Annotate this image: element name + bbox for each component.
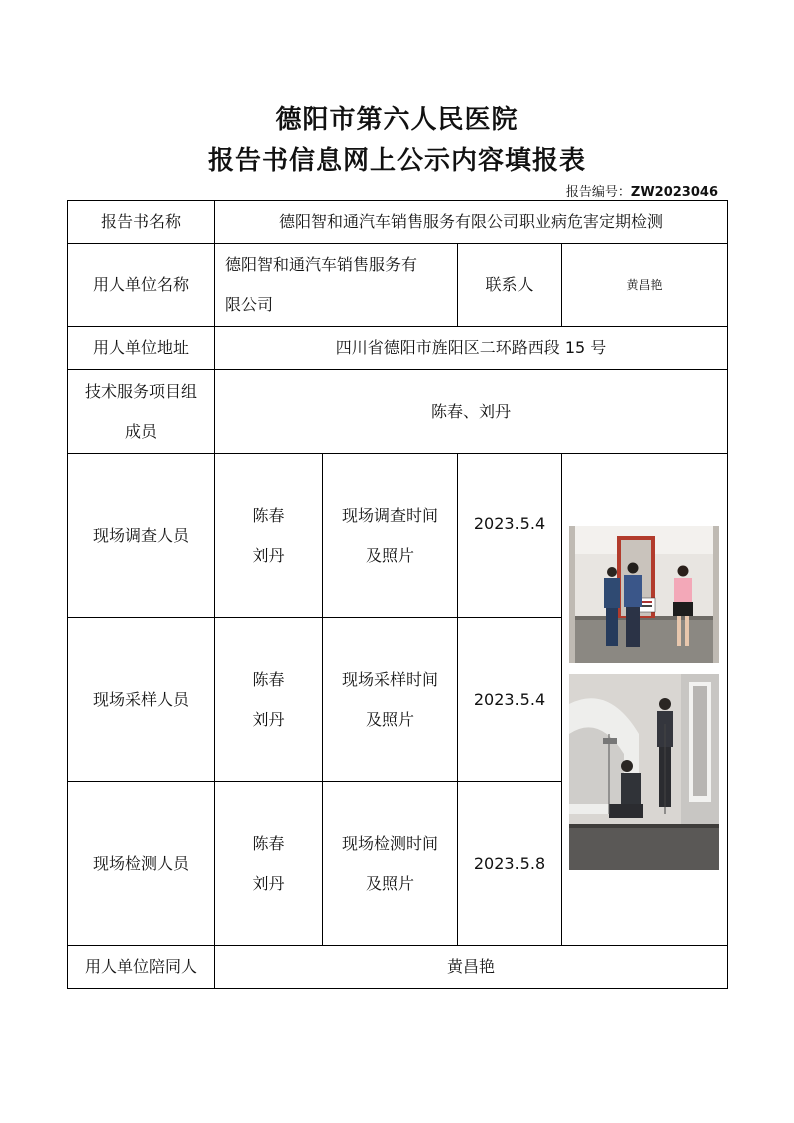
row-employer-name bbox=[68, 244, 728, 327]
row-report-name bbox=[68, 201, 728, 244]
escort-label: 用人单位陪同人 bbox=[68, 946, 215, 989]
sampling-staff-line2: 刘丹 bbox=[252, 709, 285, 729]
survey-staff bbox=[215, 454, 323, 618]
sampling-photo-image bbox=[569, 674, 719, 870]
testing-time-label-line1: 现场检测时间 bbox=[341, 833, 438, 853]
row-survey bbox=[68, 454, 728, 618]
survey-staff-line2: 刘丹 bbox=[252, 545, 285, 565]
testing-label: 现场检测人员 bbox=[68, 782, 215, 946]
employer-address-label: 用人单位地址 bbox=[68, 327, 215, 370]
sampling-staff-line1: 陈春 bbox=[252, 669, 285, 689]
team-value: 陈春、刘丹 bbox=[215, 370, 728, 454]
testing-time-label bbox=[323, 782, 458, 946]
sampling-time-label bbox=[323, 618, 458, 782]
page-title-line2: 报告书信息网上公示内容填报表 bbox=[207, 146, 586, 176]
row-escort bbox=[68, 946, 728, 989]
page-title-line1: 德阳市第六人民医院 bbox=[275, 105, 519, 135]
survey-time-label-line1: 现场调查时间 bbox=[341, 505, 438, 525]
team-label-line1: 技术服务项目组 bbox=[84, 381, 197, 401]
report-name-value: 德阳智和通汽车销售服务有限公司职业病危害定期检测 bbox=[215, 201, 728, 244]
row-employer-address bbox=[68, 327, 728, 370]
employer-name-label: 用人单位名称 bbox=[68, 244, 215, 327]
testing-staff bbox=[215, 782, 323, 946]
sampling-time-label-line2: 及照片 bbox=[365, 709, 414, 729]
survey-label: 现场调查人员 bbox=[68, 454, 215, 618]
survey-time-label bbox=[323, 454, 458, 618]
employer-address-value: 四川省德阳市旌阳区二环路西段 15 号 bbox=[215, 327, 728, 370]
sampling-time-label-line1: 现场采样时间 bbox=[341, 669, 438, 689]
survey-staff-line1: 陈春 bbox=[252, 505, 285, 525]
testing-time-label-line2: 及照片 bbox=[365, 873, 414, 893]
report-number-label: 报告编号： bbox=[565, 185, 631, 200]
survey-time-label-line2: 及照片 bbox=[365, 545, 414, 565]
team-label bbox=[68, 370, 215, 454]
report-number-value: ZW2023046 bbox=[630, 185, 718, 200]
photo-cell bbox=[562, 454, 728, 946]
report-number bbox=[566, 181, 718, 200]
info-form-table bbox=[67, 200, 728, 989]
escort-value: 黄昌艳 bbox=[215, 946, 728, 989]
team-label-line2: 成员 bbox=[124, 421, 157, 441]
employer-name-line1: 德阳智和通汽车销售服务有 bbox=[225, 255, 418, 274]
contact-value: 黄昌艳 bbox=[562, 244, 728, 327]
report-name-label: 报告书名称 bbox=[68, 201, 215, 244]
testing-staff-line1: 陈春 bbox=[252, 833, 285, 853]
sampling-staff bbox=[215, 618, 323, 782]
employer-name-value bbox=[215, 244, 458, 327]
group-photo-image bbox=[569, 526, 719, 663]
sampling-photo-svg bbox=[569, 674, 719, 870]
contact-label: 联系人 bbox=[458, 244, 562, 327]
sampling-label: 现场采样人员 bbox=[68, 618, 215, 782]
employer-name-line2: 限公司 bbox=[225, 295, 274, 314]
group-photo-svg bbox=[569, 526, 719, 663]
testing-staff-line2: 刘丹 bbox=[252, 873, 285, 893]
testing-date: 2023.5.8 bbox=[458, 782, 562, 946]
sampling-date: 2023.5.4 bbox=[458, 618, 562, 782]
survey-date: 2023.5.4 bbox=[458, 454, 562, 618]
row-team bbox=[68, 370, 728, 454]
